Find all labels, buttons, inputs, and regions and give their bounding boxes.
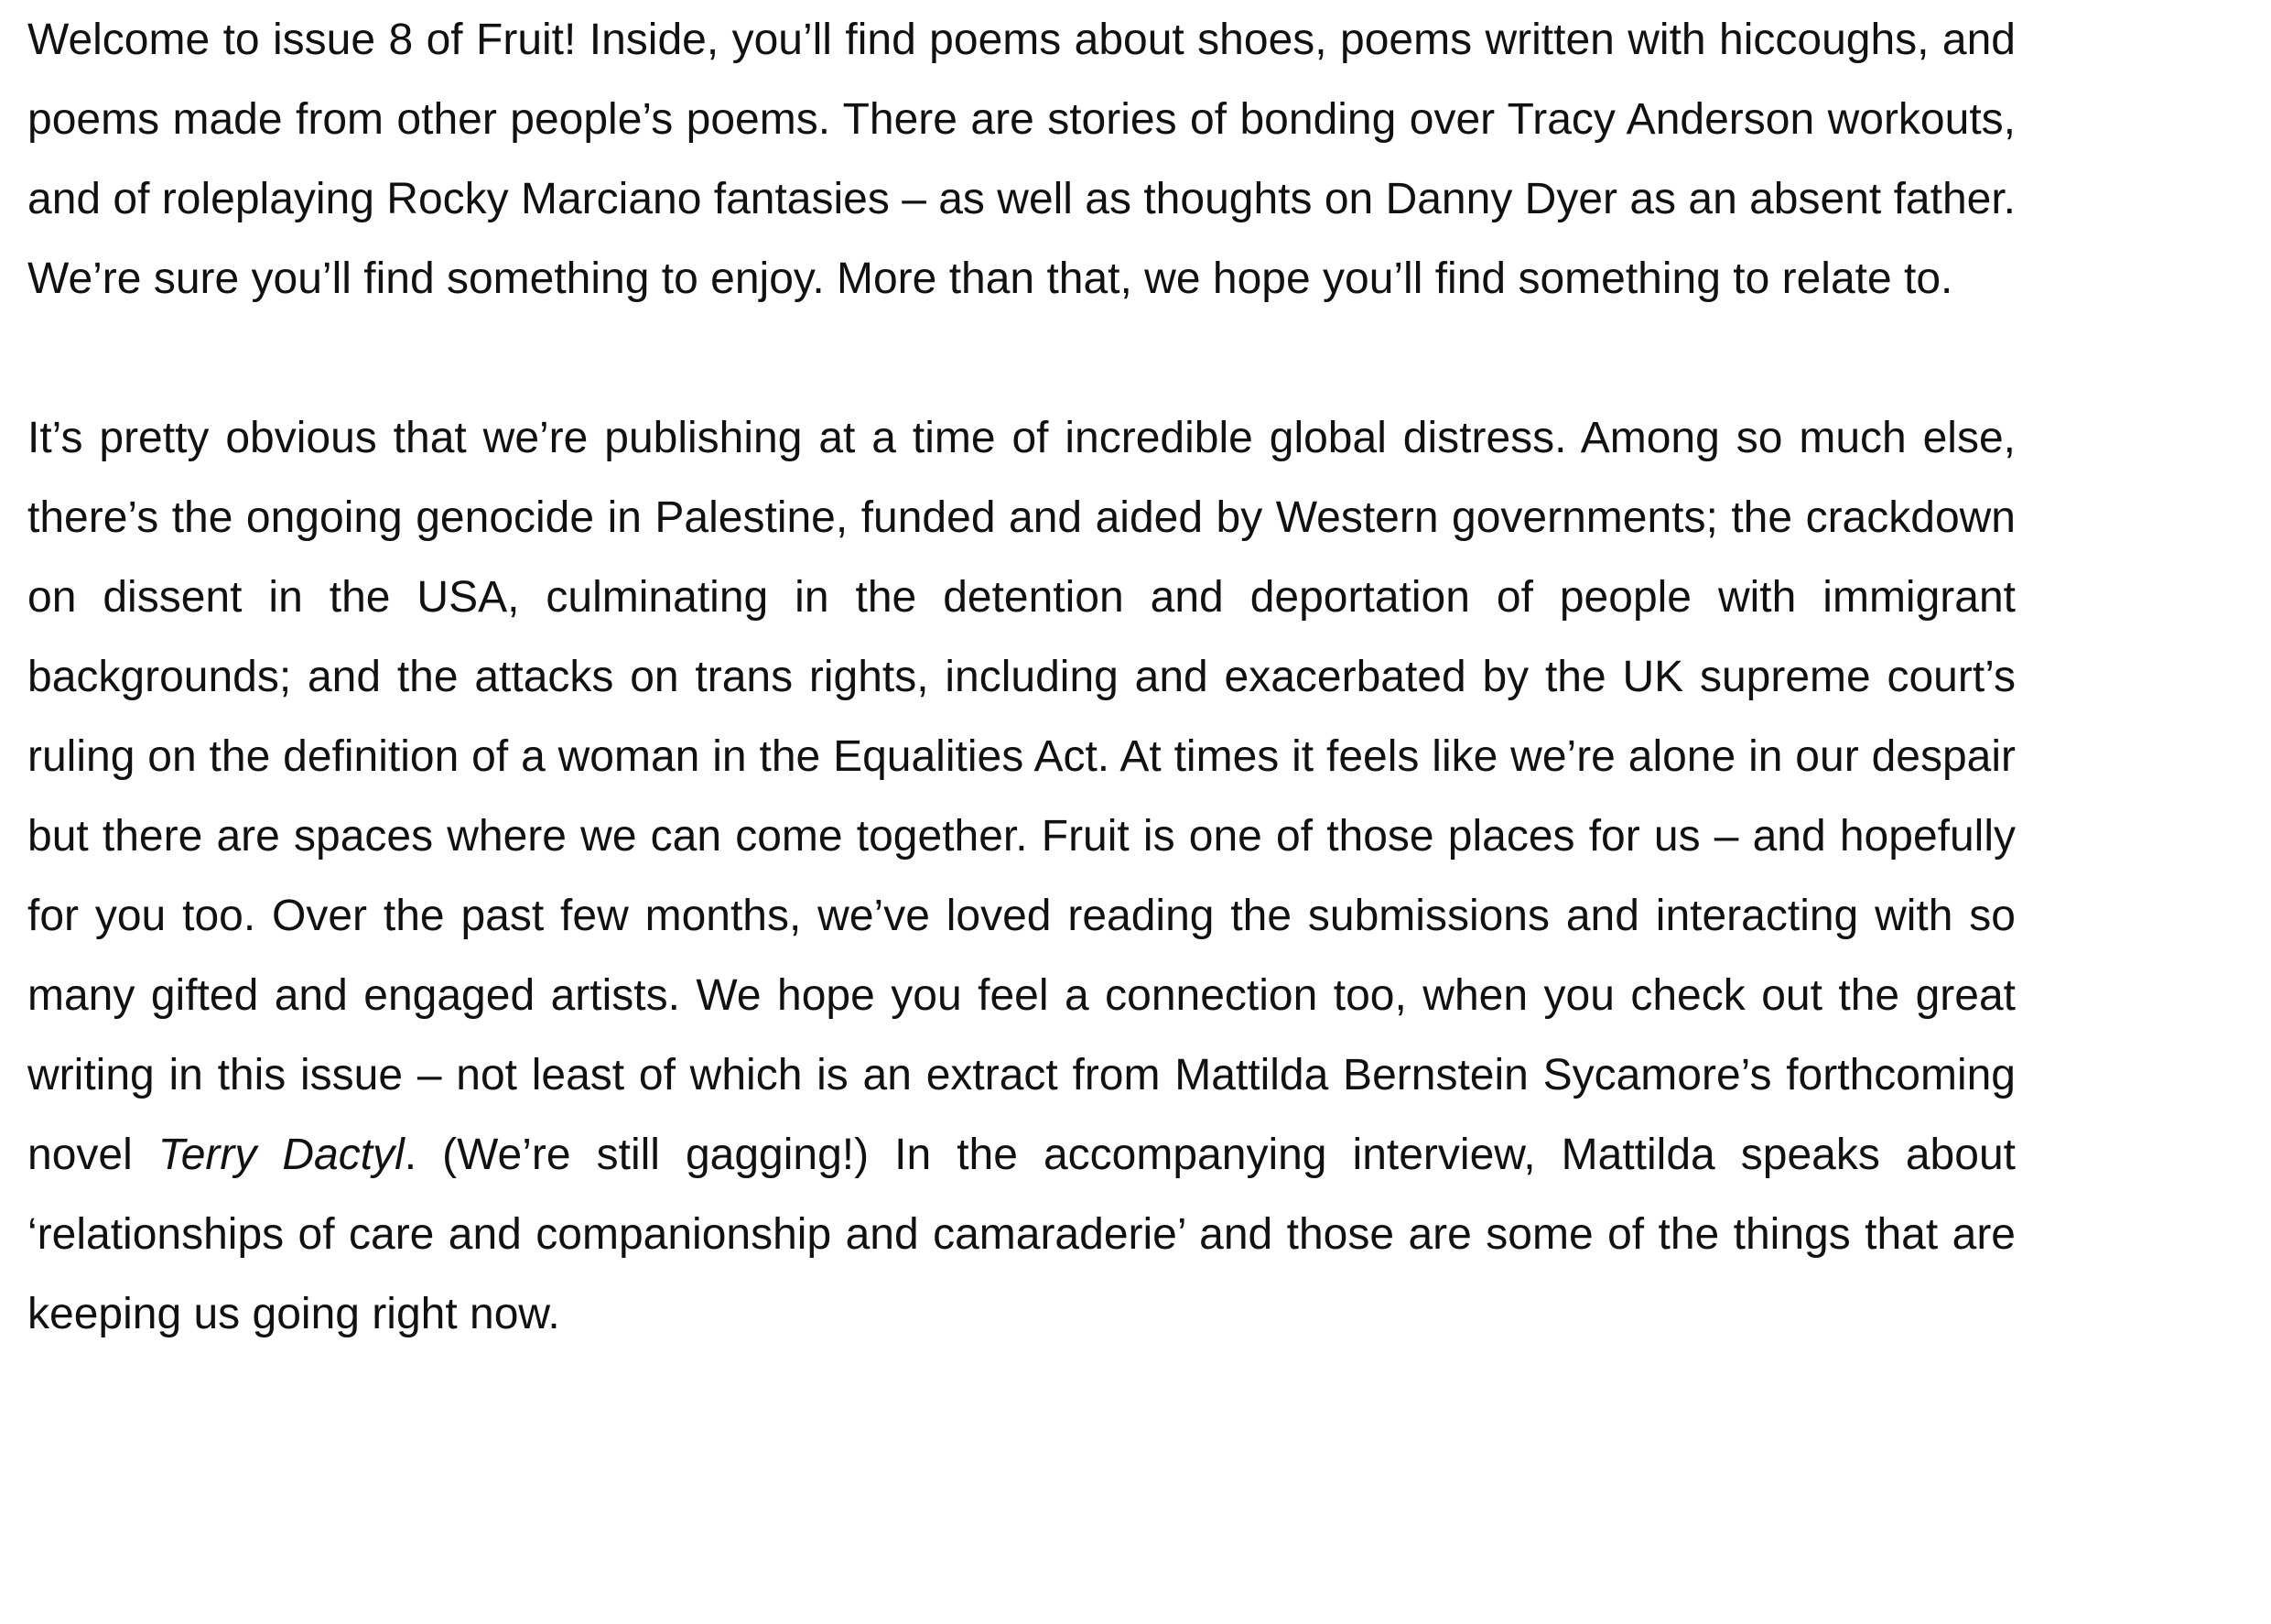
paragraph-text-after-title: . (We’re still gagging!) In the accompanying interview, Mattilda speaks about ‘relationships of care and companionship and camaraderie’ and those are some of the things that are keeping us going right now.	[27, 1131, 2016, 1338]
editorial-text	[27, 0, 2016, 1354]
book-title: Terry Dactyl	[157, 1131, 405, 1179]
paragraph-text-before-title: It’s pretty obvious that we’re publishing at a time of incredible global distress. Among so much else, there’s the ongoing genocide in Palestine, funded and aided by Western governments; the crackdown on dissent in the USA, culminating in the detention and deportation of people with immigrant backgrounds; and the attacks on trans rights, including and exacerbated by the UK supreme court’s ruling on the definition of a woman in the Equalities Act. At times it feels like we’re alone in our despair but there are spaces where we can come together. Fruit is one of those places for us – and hopefully for you too. Over the past few months, we’ve loved reading the submissions and interacting with so many gifted and engaged artists. We hope you feel a connection too, when you check out the great writing in this issue – not least of which is an extract from Mattilda Bernstein Sycamore’s forthcoming novel	[27, 414, 2016, 1179]
intro-paragraph: Welcome to issue 8 of Fruit! Inside, you’ll find poems about shoes, poems written with hiccoughs, and poems made from other people’s poems. There are stories of bonding over Tracy Anderson workouts, and of roleplaying Rocky Marciano fantasies – as well as thoughts on Danny Dyer as an absent father. We’re sure you’ll find something to enjoy. More than that, we hope you’ll find something to relate to.	[27, 16, 2016, 303]
context-paragraph	[27, 398, 2016, 1354]
